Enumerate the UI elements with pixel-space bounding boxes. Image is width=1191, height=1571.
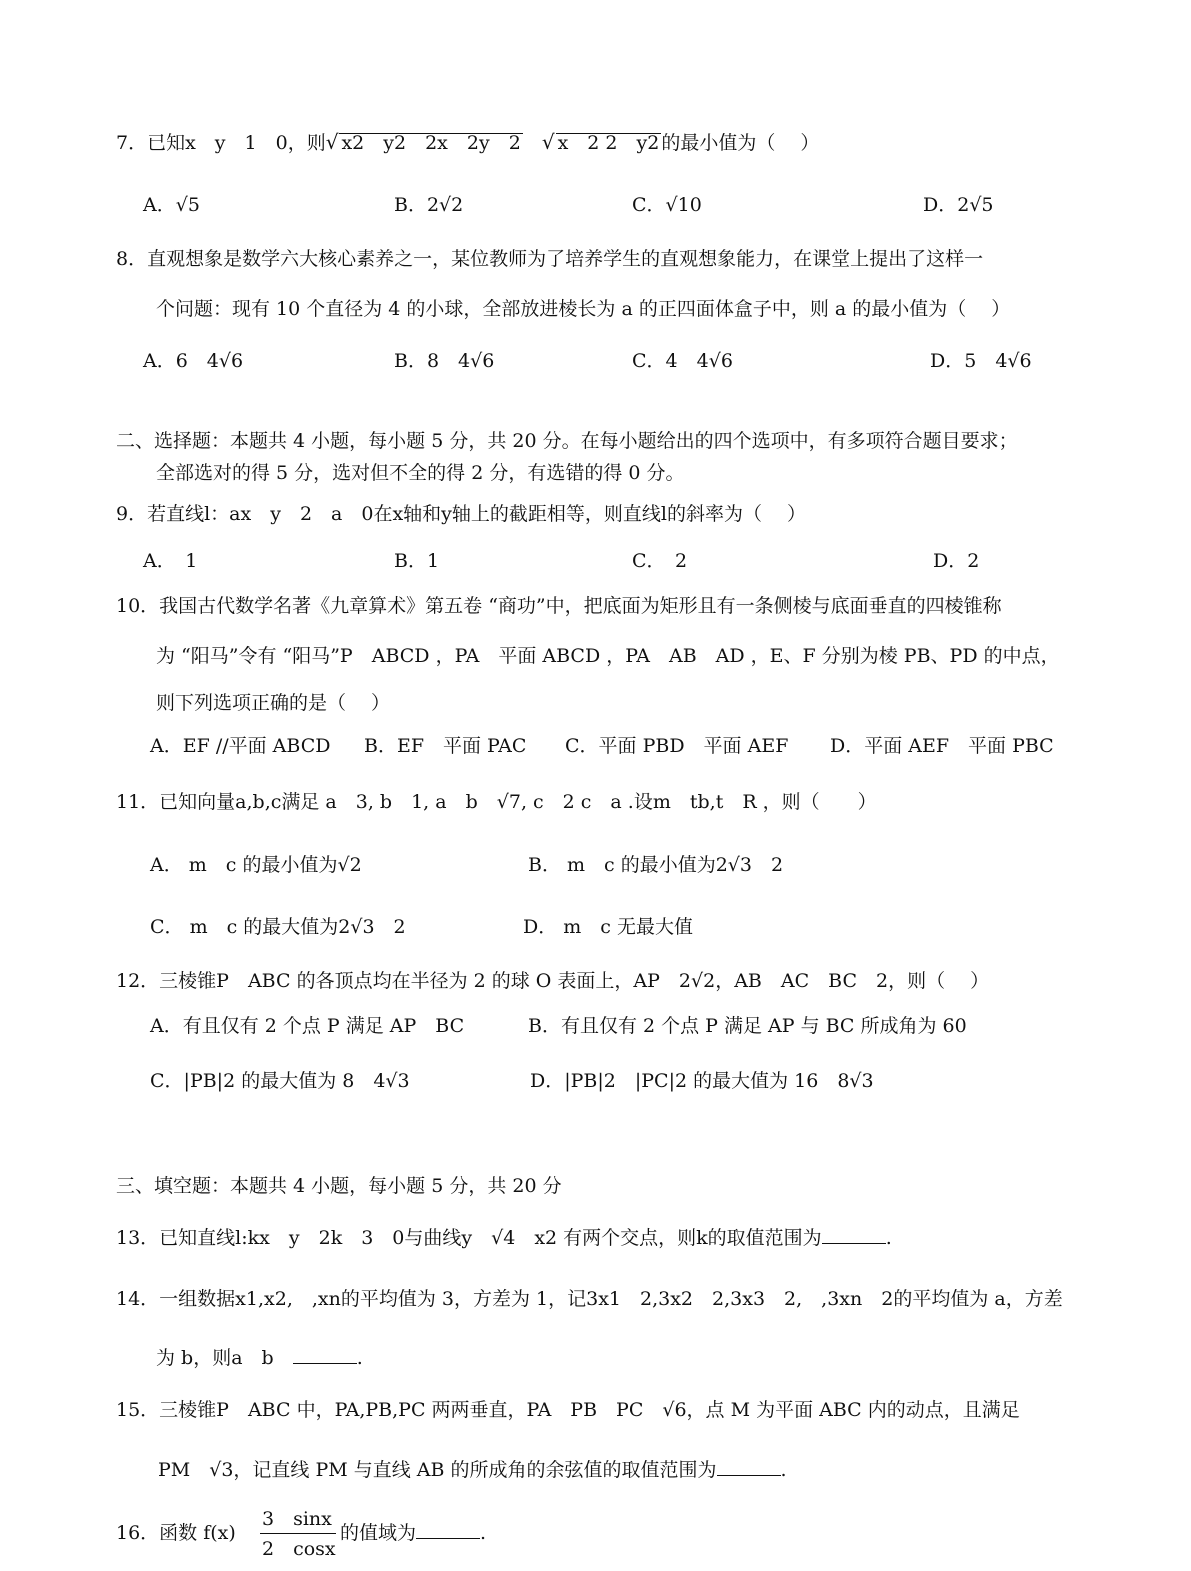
q14-line-2 [156,1347,363,1370]
q14-period: . [356,1347,363,1369]
q12-option-a: A．有且仅有 2 个点 P 满足 AP BC [150,1015,465,1037]
q8-option-a: A．6 4√6 [143,350,244,372]
q16-prefix: 16．函数 f(x) [116,1522,236,1544]
q7-option-c: C．√10 [632,194,702,216]
q15-text: PM √3，记直线 PM 与直线 AB 的所成角的余弦值的取值范围为 [158,1459,717,1481]
q15-period: . [780,1459,787,1481]
q16-answer-blank[interactable] [416,1522,480,1539]
section3-heading: 三、填空题：本题共 4 小题，每小题 5 分，共 20 分 [116,1175,562,1197]
q9-option-d: D．2 [933,550,980,572]
q9-option-a: A． 1 [143,550,198,572]
q7-tail: 的最小值为（ ） [661,132,820,154]
q15-answer-blank[interactable] [717,1459,781,1476]
q12-stem: 12．三棱锥P ABC 的各顶点均在半径为 2 的球 O 表面上，AP 2√2，AB AC BC 2，则（ ） [116,970,990,992]
q13-period: . [885,1227,892,1249]
q14-line-1: 14．一组数据x1,x2, ,xn的平均值为 3，方差为 1，记3x1 2,3x2 2,3x3 2, ,3xn 2的平均值为 a，方差 [116,1288,1063,1310]
q13-stem [116,1227,892,1250]
q16-period: . [480,1522,487,1544]
q11-stem: 11．已知向量a,b,c满足 a 3, b 1, a b √7, c 2 c a .设m tb,t R ，则（ ） [116,791,877,813]
q7-radical-2: x 2 2 y2 [557,132,660,154]
q7-radical-1: x2 y2 2x 2y 2 [341,132,521,154]
q9-option-c: C． 2 [632,550,688,572]
q16-text: 的值域为 [340,1522,417,1544]
q10-option-c: C．平面 PBD 平面 AEF [565,735,789,757]
q12-option-d: D．|PB|2 |PC|2 的最大值为 16 8√3 [530,1070,874,1092]
q7-option-d: D．2√5 [923,194,994,216]
q8-option-c: C．4 4√6 [632,350,733,372]
q15-line-2 [158,1459,787,1482]
q8-option-d: D．5 4√6 [930,350,1032,372]
q16-numerator: 3 sinx [262,1508,332,1530]
q7-option-a: A．√5 [143,194,200,216]
q10-line-3: 则下列选项正确的是（ ） [156,692,391,714]
q16-fraction-bar [260,1533,336,1534]
q11-option-c: C． m c 的最大值为2√3 2 [150,916,406,938]
q11-option-b: B． m c 的最小值为2√3 2 [528,854,784,876]
q8-option-b: B．8 4√6 [394,350,495,372]
q10-option-b: B．EF 平面 PAC [364,735,527,757]
q11-option-d: D． m c 无最大值 [523,916,693,938]
q7-option-b: B．2√2 [394,194,464,216]
q15-line-1: 15．三棱锥P ABC 中，PA,PB,PC 两两垂直，PA PB PC √6，点 M 为平面 ABC 内的动点，且满足 [116,1399,1020,1421]
q13-text: 13．已知直线l:kx y 2k 3 0与曲线y √4 x2 有两个交点，则k的取值范围为 [116,1227,822,1249]
q10-line-1: 10．我国古代数学名著《九章算术》第五卷 “商功”中，把底面为矩形且有一条侧棱与底面垂直的四棱锥称 [116,595,1002,617]
q9-option-b: B．1 [394,550,440,572]
q8-line-2: 个问题：现有 10 个直径为 4 的小球，全部放进棱长为 a 的正四面体盒子中，则 a 的最小值为（ ） [156,298,1011,320]
q12-option-c: C．|PB|2 的最大值为 8 4√3 [150,1070,410,1092]
section2-instructions: 全部选对的得 5 分，选对但不全的得 2 分，有选错的得 0 分。 [156,462,685,484]
q9-stem: 9．若直线l：ax y 2 a 0在x轴和y轴上的截距相等，则直线l的斜率为（ ） [116,503,807,525]
q10-option-d: D．平面 AEF 平面 PBC [830,735,1054,757]
q10-option-a: A．EF //平面 ABCD [150,735,331,757]
q14-answer-blank[interactable] [293,1347,357,1364]
q11-option-a: A． m c 的最小值为√2 [150,854,362,876]
q12-option-b: B．有且仅有 2 个点 P 满足 AP 与 BC 所成角为 60 [528,1015,967,1037]
section2-heading: 二、选择题：本题共 4 小题，每小题 5 分，共 20 分。在每小题给出的四个选项中，有多项符合题目要求； [116,430,1018,452]
q16-denominator: 2 cosx [262,1538,336,1560]
q7-stem: 7．已知x y 1 0，则√ x2 y2 2x 2y 2 √ x 2 2 y2 的最小值为（ ） [116,130,820,154]
q14-text: 为 b，则a b [156,1347,274,1369]
q10-line-2: 为 “阳马”令有 “阳马”P ABCD ，PA 平面 ABCD ，PA AB AD ，E、F 分别为棱 PB、PD 的中点， [156,645,1060,667]
q13-answer-blank[interactable] [822,1227,886,1244]
q8-line-1: 8．直观想象是数学六大核心素养之一，某位教师为了培养学生的直观想象能力，在课堂上提出了这样一 [116,248,984,270]
q16-tail [340,1522,486,1545]
q7-text: 7．已知x y 1 0，则 [116,132,326,154]
